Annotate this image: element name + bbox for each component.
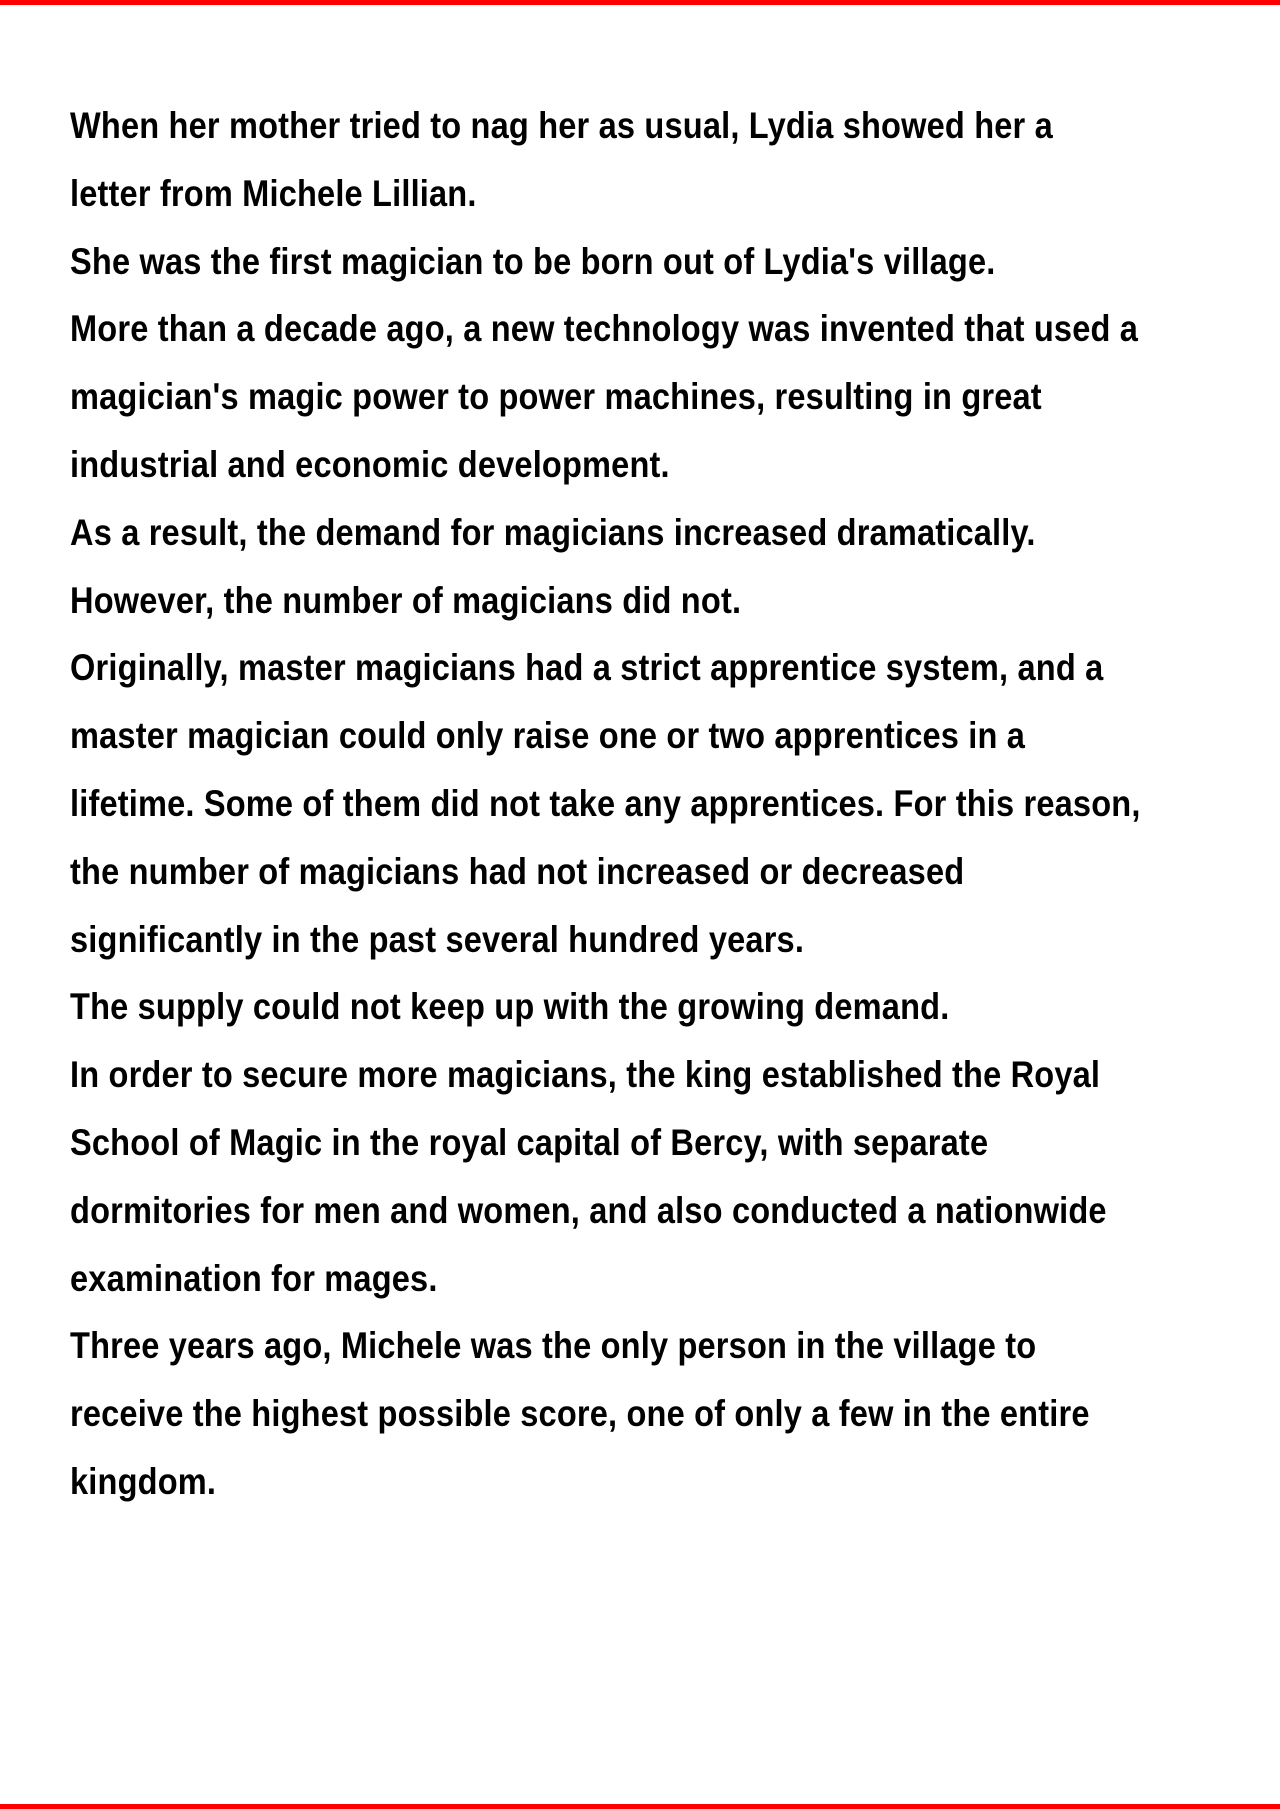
text-line: examination for mages.	[70, 1257, 438, 1299]
text-line: However, the number of magicians did not.	[70, 579, 742, 621]
page-top-edge-line	[0, 0, 1280, 5]
text-line: dormitories for men and women, and also conducted a nationwide	[70, 1189, 1107, 1231]
text-line: Three years ago, Michele was the only person in the village to	[70, 1325, 1037, 1367]
text-line: In order to secure more magicians, the king established the Royal	[70, 1054, 1101, 1096]
text-line: She was the first magician to be born out of Lydia's village.	[70, 240, 996, 282]
text-line: lifetime. Some of them did not take any apprentices. For this reason,	[70, 782, 1141, 824]
story-text	[70, 92, 1280, 1516]
text-line: Originally, master magicians had a strict apprentice system, and a	[70, 647, 1104, 689]
text-line: the number of magicians had not increased or decreased	[70, 850, 965, 892]
text-line: significantly in the past several hundred years.	[70, 918, 805, 960]
text-line: master magician could only raise one or two apprentices in a	[70, 715, 1026, 757]
text-line: letter from Michele Lillian.	[70, 172, 477, 214]
text-line: magician's magic power to power machines, resulting in great	[70, 376, 1042, 418]
text-line: More than a decade ago, a new technology was invented that used a	[70, 308, 1139, 350]
text-line: receive the highest possible score, one of only a few in the entire	[70, 1393, 1090, 1435]
page-bottom-edge-line	[0, 1804, 1280, 1809]
text-line: industrial and economic development.	[70, 443, 670, 485]
text-line: As a result, the demand for magicians increased dramatically.	[70, 511, 1036, 553]
text-line: kingdom.	[70, 1460, 217, 1502]
text-line: The supply could not keep up with the growing demand.	[70, 986, 950, 1028]
text-line: When her mother tried to nag her as usual, Lydia showed her a	[70, 105, 1053, 146]
text-line: School of Magic in the royal capital of Bercy, with separate	[70, 1121, 989, 1163]
